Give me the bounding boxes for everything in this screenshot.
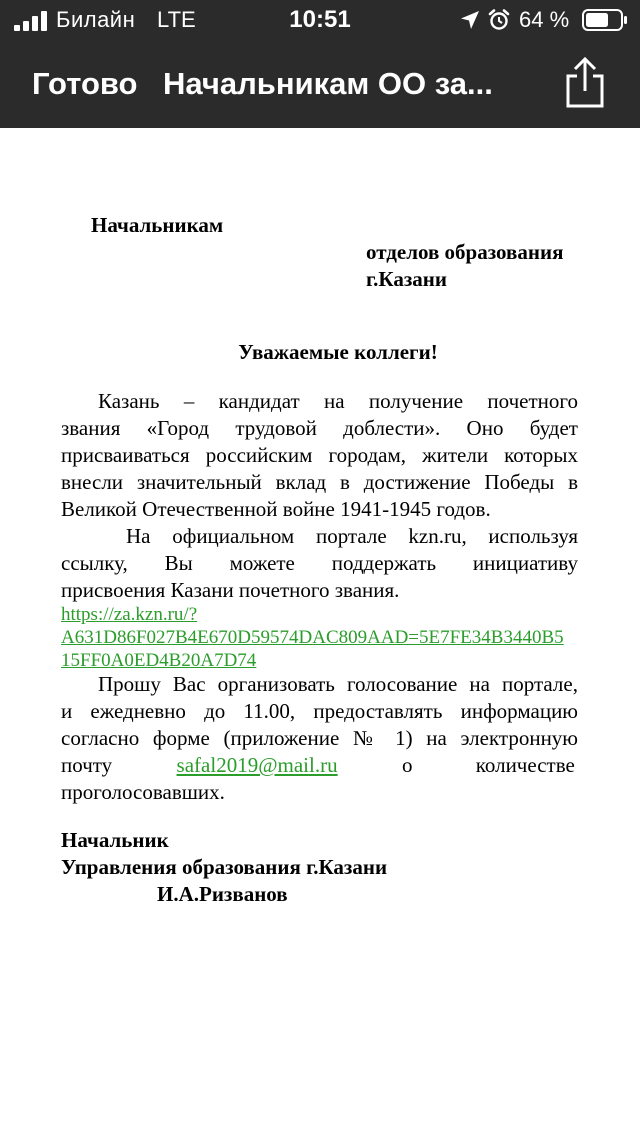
email-line-prefix: почту <box>61 753 113 777</box>
email-line-suffix-text: о количестве <box>401 753 575 777</box>
paragraph-1-line: присваиваться российским городам, жители которых <box>61 443 578 467</box>
location-arrow-icon <box>460 10 480 30</box>
paragraph-1-line: Великой Отечественной войне 1941-1945 годов. <box>61 497 491 521</box>
done-button[interactable]: Готово <box>32 66 138 101</box>
paragraph-2-line: На официальном портале kzn.ru, используя <box>126 524 578 548</box>
paragraph-3 <box>61 671 578 806</box>
network-type: LTE <box>157 7 196 32</box>
paragraph-2 <box>61 523 578 604</box>
paragraph-3-line: и ежедневно до 11.00, предоставлять информацию <box>61 699 578 723</box>
status-bar <box>0 0 640 42</box>
paragraph-2-line: присвоения Казани почетного звания. <box>61 578 400 602</box>
vote-link[interactable] <box>61 603 578 672</box>
addressee-line-2: отделов образования <box>366 240 564 264</box>
addressee-line-1: Начальникам <box>91 213 224 237</box>
paragraph-2-line: ссылку, Вы можете поддержать инициативу <box>61 551 578 575</box>
addressee-line-3: г.Казани <box>366 267 448 291</box>
paragraph-3-line: проголосовавших. <box>61 780 225 804</box>
paragraph-3-line: согласно форме (приложение № 1) на электронную <box>61 726 578 750</box>
email-line-suffix <box>402 752 578 779</box>
signature-department: Управления образования г.Казани <box>61 855 388 879</box>
carrier-name: Билайн <box>56 7 136 32</box>
share-icon <box>562 56 608 110</box>
vote-link-line[interactable]: https://za.kzn.ru/? <box>61 604 198 625</box>
vote-link-line[interactable]: 15FF0A0ED4B20A7D74 <box>61 650 257 671</box>
email-line <box>61 752 578 779</box>
status-time: 10:51 <box>289 6 351 33</box>
navigation-bar <box>0 42 640 128</box>
salutation: Уважаемые коллеги! <box>238 340 438 364</box>
share-button[interactable] <box>562 56 608 110</box>
document-page <box>0 128 640 1136</box>
document-title: Начальникам ОО за... <box>163 66 493 101</box>
top-bar <box>0 0 640 128</box>
paragraph-1-line: звания «Город трудовой доблести». Оно будет <box>61 416 578 440</box>
paragraph-1-line: внесли значительный вклад в достижение Победы в <box>61 470 578 494</box>
paragraph-1-line: Казань – кандидат на получение почетного <box>98 389 578 413</box>
paragraph-1 <box>61 388 578 523</box>
paragraph-3-line: Прошу Вас организовать голосование на портале, <box>98 672 578 696</box>
alarm-clock-icon <box>488 9 510 31</box>
signature-name: И.А.Ризванов <box>157 882 288 906</box>
vote-link-line[interactable]: A631D86F027B4E670D59574DAC809AAD=5E7FE34B3440B5 <box>61 627 564 648</box>
email-link[interactable]: safal2019@mail.ru <box>176 753 338 777</box>
battery-icon <box>582 9 628 31</box>
battery-percent: 64 % <box>519 7 570 32</box>
signature-title: Начальник <box>61 828 169 852</box>
